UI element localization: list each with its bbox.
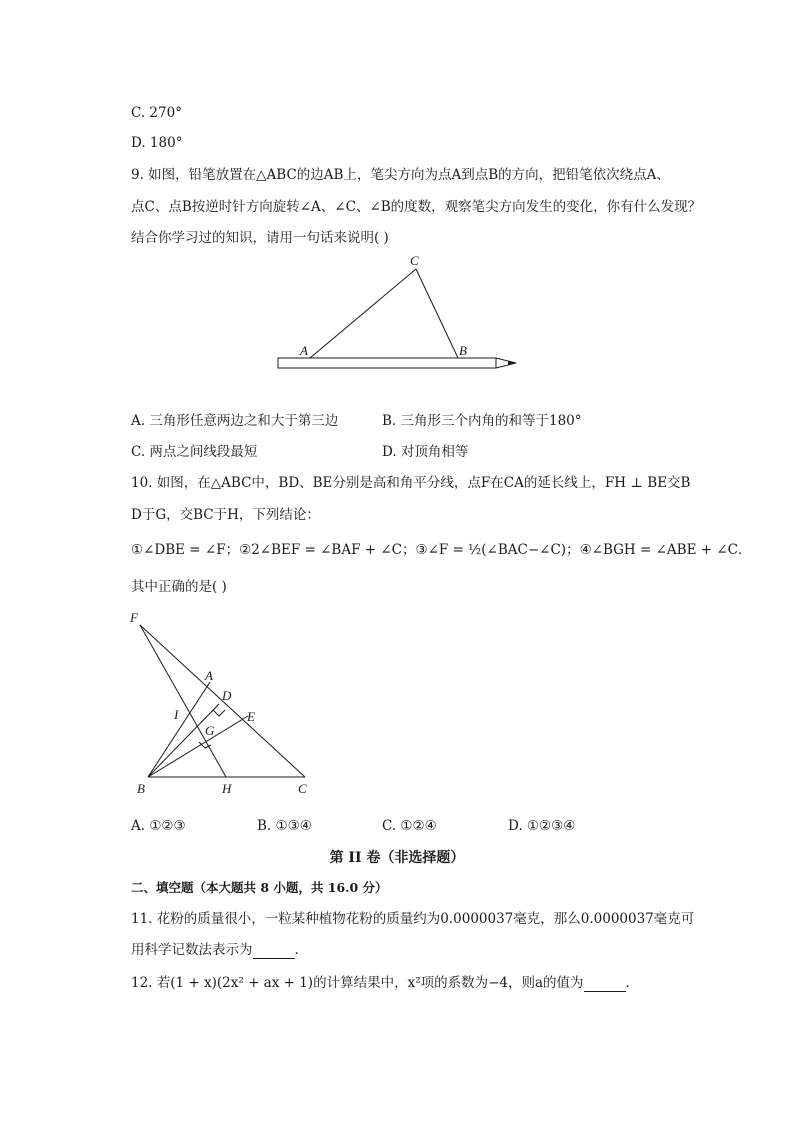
- q12-stem: [131, 974, 639, 992]
- q8-option-d: D. 180°: [131, 135, 183, 151]
- q11-stem-end: .: [294, 942, 299, 958]
- q9-label-b: B: [459, 343, 467, 358]
- q9-stem-line1: 9. 如图，铅笔放置在△ABC的边AB上，笔尖方向为点A到点B的方向，把铅笔依次绕点A、: [131, 167, 670, 183]
- q9-stem-line2: 点C、点B按逆时针方向旋转∠A、∠C、∠B的度数，观察笔尖方向发生的变化，你有什么发现？: [131, 199, 702, 215]
- q10-option-b: B. ①③④: [257, 818, 312, 834]
- q9-figure: [270, 250, 530, 380]
- part2-title: 第 II 卷（非选择题）: [329, 850, 465, 866]
- q10-segment-fh: [140, 625, 226, 777]
- q10-label-g: G: [205, 723, 215, 738]
- q10-segment-ba: [148, 682, 210, 777]
- q10-option-c: C. ①②④: [382, 818, 437, 834]
- q11-answer-blank[interactable]: [253, 944, 295, 959]
- q8-option-c: C. 270°: [131, 105, 182, 121]
- q9-segment-ac: [310, 269, 416, 358]
- q10-stem-line4: 其中正确的是( ): [131, 579, 227, 595]
- q9-option-d: D. 对顶角相等: [382, 444, 469, 460]
- q10-label-b: B: [137, 781, 145, 796]
- q12-answer-blank[interactable]: [584, 977, 626, 992]
- q11-stem-line2: [131, 941, 299, 959]
- q9-stem-line3: 结合你学习过的知识，请用一句话来说明( ): [131, 230, 389, 246]
- q10-label-e: E: [247, 709, 255, 724]
- q10-label-c: C: [298, 781, 307, 796]
- q10-option-d: D. ①②③④: [508, 818, 576, 834]
- q10-label-f: F: [130, 610, 138, 625]
- q10-label-a: A: [205, 668, 213, 683]
- q10-option-a: A. ①②③: [131, 818, 186, 834]
- q10-stem-line2: D于G，交BC于H，下列结论：: [131, 507, 320, 523]
- q10-label-h: H: [222, 781, 232, 796]
- q9-option-a: A. 三角形任意两边之和大于第三边: [131, 413, 339, 429]
- section2-heading: 二、填空题（本大题共 8 小题，共 16.0 分）: [131, 880, 388, 895]
- q11-stem-text: 用科学记数法表示为: [131, 942, 253, 958]
- q12-stem-end: ．: [625, 975, 640, 991]
- q10-conclusions: ①∠DBE = ∠F；②2∠BEF = ∠BAF + ∠C；③∠F = ½(∠BAC−∠C)；④∠BGH = ∠ABE + ∠C．: [131, 542, 752, 558]
- q9-pencil-body: [278, 358, 496, 368]
- q9-option-b: B. 三角形三个内角的和等于180°: [382, 413, 582, 429]
- q10-label-d: D: [222, 688, 232, 703]
- q12-stem-text: 12. 若(1 + x)(2x² + ax + 1)的计算结果中，x²项的系数为−4，则a的值为: [131, 975, 584, 991]
- q11-stem-line1: 11. 花粉的质量很小，一粒某种植物花粉的质量约为0.0000037毫克，那么0.0000037毫克可: [131, 911, 695, 927]
- q10-figure: [125, 605, 325, 805]
- q9-label-c: C: [410, 253, 419, 268]
- q10-label-i: I: [174, 707, 179, 722]
- q9-option-c: C. 两点之间线段最短: [131, 444, 258, 460]
- q9-segment-cb: [416, 269, 458, 358]
- q10-right-angle-d: [213, 710, 225, 716]
- q9-label-a: A: [300, 343, 308, 358]
- q10-stem-line1: 10. 如图，在△ABC中，BD、BE分别是高和角平分线，点F在CA的延长线上，FH ⊥ BE交B: [131, 475, 691, 491]
